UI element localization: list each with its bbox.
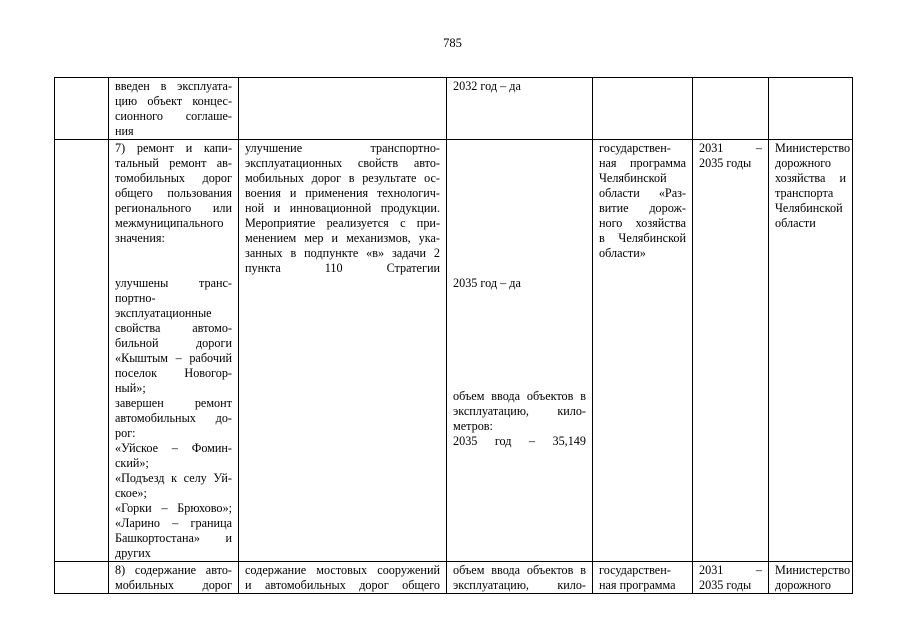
cell-program xyxy=(593,140,693,562)
indicator-volume xyxy=(453,389,586,449)
cell-period xyxy=(693,78,769,140)
text-line: цию объект концес- xyxy=(115,94,232,108)
text-line: области» xyxy=(599,246,646,260)
text-line: 2035 год – да xyxy=(453,276,521,290)
text-line: государствен- xyxy=(599,141,671,155)
cell-measure xyxy=(109,140,239,562)
cell-number xyxy=(55,78,109,140)
text-line: «Подъезд к селу Уй- xyxy=(115,471,232,485)
text-line: эксплуатационных свойств авто- xyxy=(245,156,440,170)
text-line: Челябинской xyxy=(599,171,667,185)
cell-measure xyxy=(109,78,239,140)
cell-indicator xyxy=(447,562,593,594)
cell-description xyxy=(239,78,447,140)
table-row xyxy=(55,78,853,140)
text-line: мобильных дорог xyxy=(115,578,232,592)
cell-executor xyxy=(769,78,853,140)
text-line: пункта 110 Стратегии xyxy=(245,261,440,275)
cell-indicator xyxy=(447,140,593,562)
text-line: свойства автомо- xyxy=(115,321,232,335)
text-line: ское»; xyxy=(115,486,147,500)
text-line: 2035 год – 35,149 xyxy=(453,434,586,448)
text-line: улучшение транспортно- xyxy=(245,141,440,155)
text-line: хозяйства и xyxy=(775,171,846,185)
cell-program xyxy=(593,78,693,140)
text-line: Мероприятие реализуется с при- xyxy=(245,216,440,230)
text-line: 2035 годы xyxy=(699,156,752,170)
result-repair-completed xyxy=(115,396,232,561)
text-line: «Кыштым – рабочий xyxy=(115,351,232,365)
text-line: метров: xyxy=(453,419,493,433)
cell-executor xyxy=(769,562,853,594)
text-line: в Челябинской xyxy=(599,231,686,245)
text-line: регионального или xyxy=(115,201,232,215)
text-line: и автомобильных дорог общего xyxy=(245,578,440,592)
text-line: 7) ремонт и капи- xyxy=(115,141,232,155)
text-line: мобильных дорог в результате ос- xyxy=(245,171,440,185)
text-line: межмуниципального xyxy=(115,216,224,230)
text-line: завершен ремонт xyxy=(115,396,232,410)
cell-number xyxy=(55,140,109,562)
text-line: сионного соглаше- xyxy=(115,109,232,123)
text-line: «Горки – Брюхово»; xyxy=(115,501,232,515)
text-line: ная программа xyxy=(599,578,676,592)
text-line: рог: xyxy=(115,426,136,440)
measures-table xyxy=(54,77,853,594)
text-line: «Ларино – граница xyxy=(115,516,232,530)
cell-executor xyxy=(769,140,853,562)
text-line: эксплуатацию, кило- xyxy=(453,578,586,592)
text-line: занных в подпункте «в» задачи 2 xyxy=(245,246,440,260)
text-line: 8) содержание авто- xyxy=(115,563,232,577)
text-line: воения и применения технологич- xyxy=(245,186,440,200)
text-line: тальный ремонт ав- xyxy=(115,156,232,170)
text-line: Министерство xyxy=(775,563,851,577)
result-road-improved xyxy=(115,276,232,396)
cell-period xyxy=(693,140,769,562)
text-line: значения: xyxy=(115,231,165,245)
page-number: 785 xyxy=(443,36,462,50)
text-line: портно- xyxy=(115,291,156,305)
text-line: Башкортостана» и xyxy=(115,531,232,545)
text-line: ния xyxy=(115,124,134,138)
text-line: ный»; xyxy=(115,381,146,395)
cell-description xyxy=(239,140,447,562)
text-line: дорожного xyxy=(775,578,832,592)
text-line: ной и инновационной продукции. xyxy=(245,201,440,215)
text-line: менением мер и механизмов, ука- xyxy=(245,231,440,245)
text-line: «Уйское – Фомин- xyxy=(115,441,232,455)
text-line: 2035 годы xyxy=(699,578,752,592)
text-line: томобильных дорог xyxy=(115,171,232,185)
table-row xyxy=(55,562,853,594)
table-row xyxy=(55,140,853,562)
text-line: государствен- xyxy=(599,563,671,577)
text-line: общего пользования xyxy=(115,186,232,200)
text-line: автомобильных до- xyxy=(115,411,232,425)
text-line: Челябинской xyxy=(775,201,843,215)
text-line: области xyxy=(775,216,816,230)
text-line: ная программа xyxy=(599,156,686,170)
text-line: других xyxy=(115,546,151,560)
text-line: поселок Новогор- xyxy=(115,366,232,380)
cell-program xyxy=(593,562,693,594)
text-line: введен в эксплуата- xyxy=(115,79,232,93)
text-line: Министерство xyxy=(775,141,851,155)
cell-period xyxy=(693,562,769,594)
cell-description xyxy=(239,562,447,594)
text-line: ский»; xyxy=(115,456,149,470)
text-line: ного хозяйства xyxy=(599,216,686,230)
indicator-flag xyxy=(453,276,586,291)
cell-indicator xyxy=(447,78,593,140)
text-line: эксплуатационные xyxy=(115,306,212,320)
text-line: 2031 – xyxy=(699,563,762,577)
text-line: содержание мостовых сооружений xyxy=(245,563,440,577)
text-line: 2031 – xyxy=(699,141,762,155)
measure-title xyxy=(115,141,232,246)
text-line: улучшены транс- xyxy=(115,276,232,290)
text-line: 2032 год – да xyxy=(453,79,521,93)
text-line: бильной дороги xyxy=(115,336,232,350)
text-line: объем ввода объектов в xyxy=(453,563,586,577)
text-line: эксплуатацию, кило- xyxy=(453,404,586,418)
text-line: транспорта xyxy=(775,186,834,200)
text-line: области «Раз- xyxy=(599,186,686,200)
text-line: витие дорож- xyxy=(599,201,686,215)
cell-number xyxy=(55,562,109,594)
cell-measure xyxy=(109,562,239,594)
text-line: дорожного xyxy=(775,156,832,170)
text-line: объем ввода объектов в xyxy=(453,389,586,403)
